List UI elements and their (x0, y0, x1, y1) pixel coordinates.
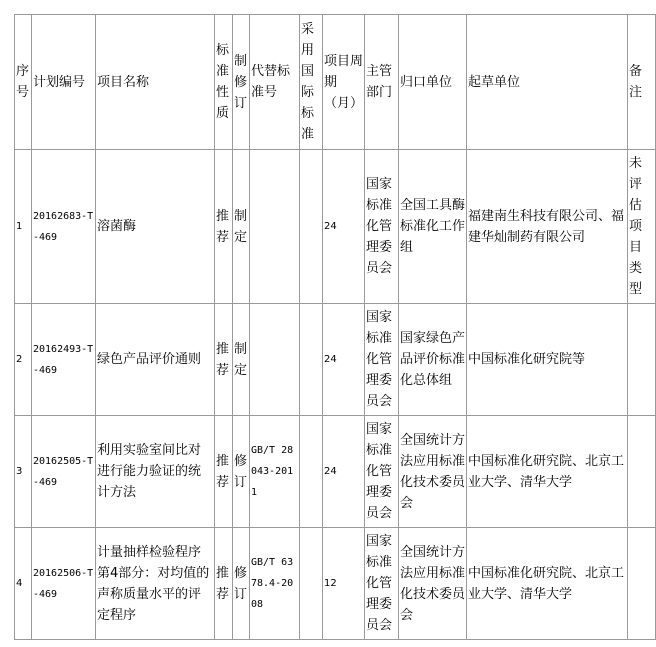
cell-seq: 3 (15, 416, 32, 528)
header-standard-nature: 标准性质 (215, 15, 233, 150)
table-row (15, 528, 656, 640)
cell-revision-type: 修订 (233, 416, 250, 528)
cell-seq: 2 (15, 304, 32, 416)
cell-plan-no: 20162505-T-469 (32, 416, 96, 528)
cell-project-period: 24 (323, 416, 365, 528)
cell-competent-dept: 国家标准化管理委员会 (365, 304, 399, 416)
header-seq: 序号 (15, 15, 32, 150)
header-competent-dept: 主管部门 (365, 15, 399, 150)
header-revision-type: 制修订 (233, 15, 250, 150)
cell-plan-no: 20162493-T-469 (32, 304, 96, 416)
cell-project-period: 24 (323, 150, 365, 304)
cell-project-name: 溶菌酶 (96, 150, 215, 304)
cell-revision-type: 制定 (233, 304, 250, 416)
cell-competent-dept: 国家标准化管理委员会 (365, 528, 399, 640)
cell-plan-no: 20162506-T-469 (32, 528, 96, 640)
cell-drafting-unit: 中国标准化研究院、北京工业大学、清华大学 (467, 416, 628, 528)
cell-seq: 1 (15, 150, 32, 304)
standards-plan-table (14, 14, 656, 640)
header-note: 备注 (628, 15, 656, 150)
cell-competent-dept: 国家标准化管理委员会 (365, 416, 399, 528)
header-drafting-unit: 起草单位 (467, 15, 628, 150)
cell-replaced-standard (250, 304, 300, 416)
cell-intl-standard (300, 416, 323, 528)
cell-competent-dept: 国家标准化管理委员会 (365, 150, 399, 304)
cell-intl-standard (300, 304, 323, 416)
header-intl-standard: 采用国际标准 (300, 15, 323, 150)
cell-plan-no: 20162683-T-469 (32, 150, 96, 304)
cell-standard-nature: 推荐 (215, 150, 233, 304)
cell-technical-committee: 全国工具酶标准化工作组 (399, 150, 467, 304)
cell-project-name: 计量抽样检验程序 第4部分：对均值的声称质量水平的评定程序 (96, 528, 215, 640)
cell-standard-nature: 推荐 (215, 304, 233, 416)
cell-standard-nature: 推荐 (215, 528, 233, 640)
cell-project-name: 利用实验室间比对进行能力验证的统计方法 (96, 416, 215, 528)
cell-drafting-unit: 中国标准化研究院等 (467, 304, 628, 416)
table-row (15, 416, 656, 528)
cell-technical-committee: 全国统计方法应用标准化技术委员会 (399, 416, 467, 528)
cell-replaced-standard: GB/T 6378.4-2008 (250, 528, 300, 640)
cell-project-name: 绿色产品评价通则 (96, 304, 215, 416)
cell-intl-standard (300, 528, 323, 640)
cell-drafting-unit: 中国标准化研究院、北京工业大学、清华大学 (467, 528, 628, 640)
cell-note (628, 528, 656, 640)
cell-technical-committee: 国家绿色产品评价标准化总体组 (399, 304, 467, 416)
cell-revision-type: 制定 (233, 150, 250, 304)
cell-revision-type: 修订 (233, 528, 250, 640)
table-row (15, 304, 656, 416)
header-project-period: 项目周期（月） (323, 15, 365, 150)
cell-seq: 4 (15, 528, 32, 640)
cell-note (628, 304, 656, 416)
table-row (15, 150, 656, 304)
table-header-row (15, 15, 656, 150)
header-technical-committee: 归口单位 (399, 15, 467, 150)
cell-intl-standard (300, 150, 323, 304)
cell-project-period: 12 (323, 528, 365, 640)
cell-standard-nature: 推荐 (215, 416, 233, 528)
header-project-name: 项目名称 (96, 15, 215, 150)
cell-note (628, 416, 656, 528)
header-plan-no: 计划编号 (32, 15, 96, 150)
cell-drafting-unit: 福建南生科技有限公司、福建华灿制药有限公司 (467, 150, 628, 304)
header-replaced-standard: 代替标准号 (250, 15, 300, 150)
cell-project-period: 24 (323, 304, 365, 416)
cell-note: 未评估项目类型 (628, 150, 656, 304)
cell-technical-committee: 全国统计方法应用标准化技术委员会 (399, 528, 467, 640)
cell-replaced-standard (250, 150, 300, 304)
cell-replaced-standard: GB/T 28043-2011 (250, 416, 300, 528)
